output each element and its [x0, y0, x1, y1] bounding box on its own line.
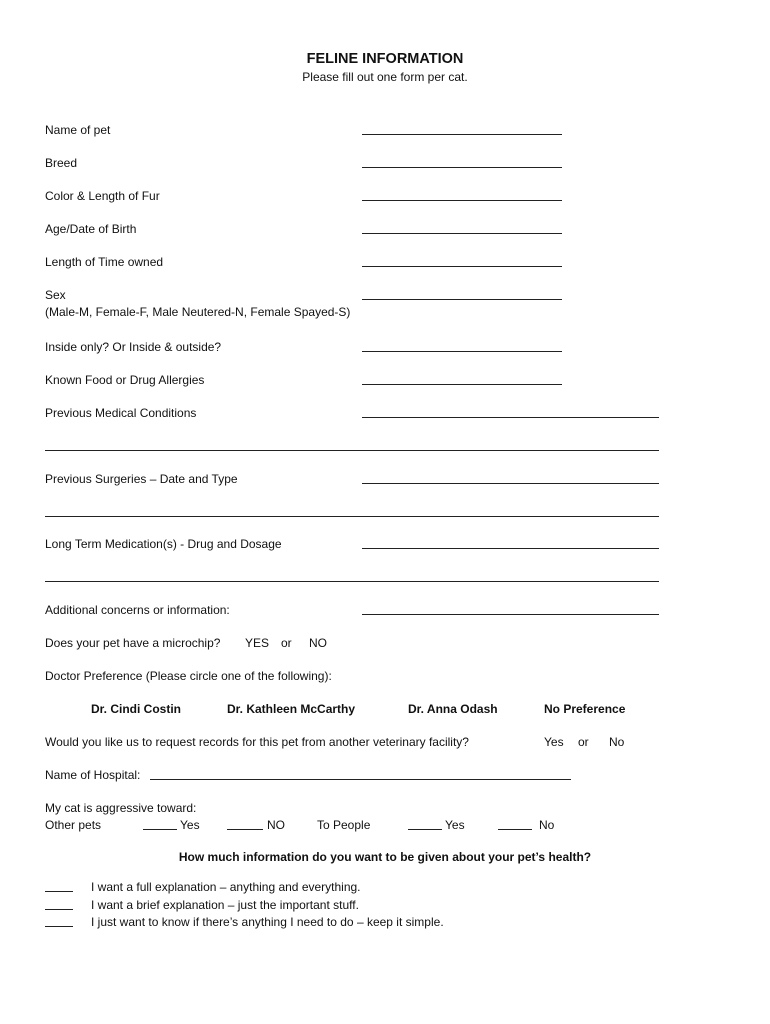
other-pets-no-blank[interactable]	[227, 829, 263, 830]
length-owned-label: Length of Time owned	[45, 255, 164, 269]
to-people-yes-label: Yes	[445, 818, 465, 832]
other-pets-yes-blank[interactable]	[143, 829, 177, 830]
age-dob-field[interactable]	[362, 233, 562, 234]
aggression-heading: My cat is aggressive toward:	[45, 801, 197, 815]
aggression-other-pets-label: Other pets	[45, 818, 102, 832]
health-option-full: I want a full explanation – anything and everything.	[91, 880, 361, 894]
surgeries-field-continued[interactable]	[45, 516, 659, 517]
doctor-option-odash[interactable]: Dr. Anna Odash	[408, 702, 498, 716]
doctor-preference-prompt: Doctor Preference (Please circle one of the following):	[45, 669, 332, 683]
records-no-option[interactable]: No	[609, 735, 625, 749]
medical-conditions-field-continued[interactable]	[45, 450, 659, 451]
health-option-simple: I just want to know if there’s anything I need to do – keep it simple.	[91, 915, 444, 929]
color-fur-label: Color & Length of Fur	[45, 189, 160, 203]
breed-label: Breed	[45, 156, 78, 170]
color-fur-field[interactable]	[362, 200, 562, 201]
health-option-brief-blank[interactable]	[45, 909, 73, 910]
medications-label: Long Term Medication(s) - Drug and Dosage	[45, 537, 282, 551]
microchip-yes-option[interactable]: YES	[245, 636, 270, 650]
surgeries-label: Previous Surgeries – Date and Type	[45, 472, 238, 486]
medical-conditions-field[interactable]	[362, 417, 659, 418]
to-people-no-blank[interactable]	[498, 829, 532, 830]
age-dob-label: Age/Date of Birth	[45, 222, 137, 236]
medications-field-continued[interactable]	[45, 581, 659, 582]
inside-outside-label: Inside only? Or Inside & outside?	[45, 340, 222, 354]
form-subtitle: Please fill out one form per cat.	[302, 70, 468, 84]
hospital-label: Name of Hospital:	[45, 768, 141, 782]
sex-field[interactable]	[362, 299, 562, 300]
sex-label: Sex	[45, 288, 66, 302]
allergies-field[interactable]	[362, 384, 562, 385]
to-people-yes-blank[interactable]	[408, 829, 442, 830]
records-yes-option[interactable]: Yes	[544, 735, 564, 749]
records-or: or	[578, 735, 589, 749]
other-pets-yes-label: Yes	[180, 818, 200, 832]
inside-outside-field[interactable]	[362, 351, 562, 352]
health-option-brief: I want a brief explanation – just the important stuff.	[91, 898, 359, 912]
doctor-option-mccarthy[interactable]: Dr. Kathleen McCarthy	[227, 702, 356, 716]
concerns-label: Additional concerns or information:	[45, 603, 230, 617]
health-option-simple-blank[interactable]	[45, 926, 73, 927]
aggression-to-people-label: To People	[317, 818, 371, 832]
length-owned-field[interactable]	[362, 266, 562, 267]
to-people-no-label: No	[539, 818, 555, 832]
name-of-pet-label: Name of pet	[45, 123, 111, 137]
breed-field[interactable]	[362, 167, 562, 168]
name-of-pet-field[interactable]	[362, 134, 562, 135]
microchip-or: or	[281, 636, 292, 650]
concerns-field[interactable]	[362, 614, 659, 615]
health-option-full-blank[interactable]	[45, 891, 73, 892]
doctor-option-costin[interactable]: Dr. Cindi Costin	[91, 702, 181, 716]
medical-conditions-label: Previous Medical Conditions	[45, 406, 197, 420]
health-info-question: How much information do you want to be given about your pet’s health?	[178, 850, 592, 864]
other-pets-no-label: NO	[267, 818, 285, 832]
records-question: Would you like us to request records for this pet from another veterinary facility?	[45, 735, 469, 749]
microchip-no-option[interactable]: NO	[309, 636, 327, 650]
doctor-option-no-preference[interactable]: No Preference	[544, 702, 626, 716]
microchip-question: Does your pet have a microchip?	[45, 636, 221, 650]
medications-field[interactable]	[362, 548, 659, 549]
sex-hint: (Male-M, Female-F, Male Neutered-N, Female Spayed-S)	[45, 305, 351, 319]
form-title: FELINE INFORMATION	[306, 51, 464, 67]
surgeries-field[interactable]	[362, 483, 659, 484]
hospital-field[interactable]	[150, 779, 571, 780]
allergies-label: Known Food or Drug Allergies	[45, 373, 205, 387]
